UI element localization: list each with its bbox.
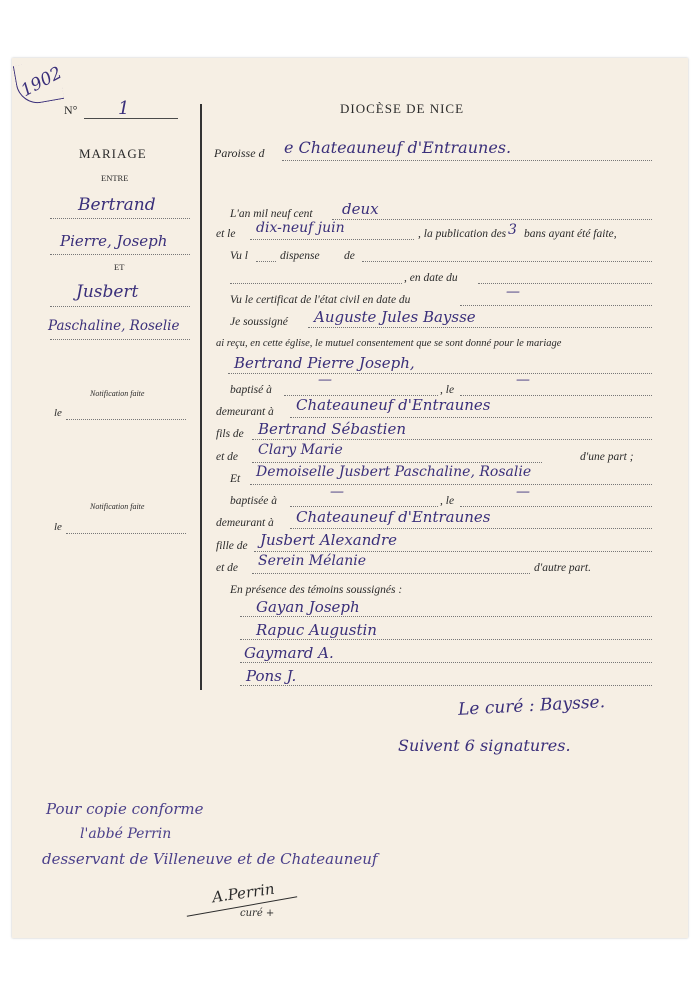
- groom-given-rule: [50, 254, 190, 255]
- copy-note-signature-sub: curé +: [240, 908, 275, 919]
- autre-part-label: d'autre part.: [534, 562, 591, 574]
- groom-residence-rule: [290, 417, 652, 418]
- bride-father: Jusbert Alexandre: [260, 531, 398, 549]
- dispense-rule-c: [230, 283, 402, 284]
- groom-residence-label: demeurant à: [216, 406, 274, 418]
- witness-2: Rapuc Augustin: [256, 621, 377, 639]
- diocese-title: DIOCÈSE DE NICE: [340, 101, 465, 116]
- bride-full-name-rule: [250, 484, 652, 485]
- officiant-name: Auguste Jules Baysse: [314, 308, 476, 326]
- paroisse-value: e Chateauneuf d'Entraunes.: [284, 138, 512, 157]
- une-part-label: d'une part ;: [580, 451, 634, 463]
- year-rule: [332, 219, 652, 220]
- certificate-value: —: [506, 284, 520, 300]
- bride-father-label: fille de: [216, 540, 248, 552]
- bride-given-rule: [50, 339, 190, 340]
- number-rule: [84, 118, 178, 119]
- groom-mother-label: et de: [216, 451, 239, 463]
- column-divider: [200, 104, 202, 690]
- dispense-date-label: , en date du: [404, 272, 458, 284]
- date-value: dix-neuf juin: [256, 220, 345, 236]
- paroisse-rule: [282, 160, 652, 161]
- dispense-label-b: dispense: [280, 250, 320, 262]
- groom-baptism-date: —: [516, 372, 530, 388]
- groom-surname: Bertrand: [78, 195, 156, 215]
- officiant-label: Je soussigné: [230, 316, 288, 328]
- consent-text: ai reçu, en cette église, le mutuel consentement que se sont donné pour le mariage: [216, 338, 562, 349]
- witness-rule-2: [240, 639, 652, 640]
- bride-baptism-label: baptisée à: [230, 495, 277, 507]
- bride-baptism-date: —: [516, 484, 530, 500]
- witness-rule-3: [240, 662, 652, 663]
- witness-3: Gaymard A.: [244, 644, 334, 662]
- dispense-label-a: Vu l: [230, 250, 248, 262]
- signatures-note: Suivent 6 signatures.: [398, 736, 571, 755]
- groom-full-name-rule: [228, 373, 652, 374]
- date-rule: [250, 239, 414, 240]
- copy-note-line-2: l'abbé Perrin: [80, 826, 172, 842]
- copy-note-signature: A.Perrin: [211, 879, 276, 907]
- notification-label-2: Notification faite: [90, 502, 145, 511]
- cure-signature: Le curé : Baysse.: [457, 692, 606, 720]
- bride-residence: Chateauneuf d'Entraunes: [296, 508, 491, 526]
- bride-surname: Jusbert: [76, 282, 139, 302]
- groom-baptism-label: baptisé à: [230, 384, 272, 396]
- groom-baptism-place: —: [318, 372, 332, 388]
- dispense-date-rule: [478, 283, 652, 284]
- groom-full-name: Bertrand Pierre Joseph,: [234, 354, 415, 372]
- witness-1: Gayan Joseph: [256, 598, 360, 616]
- witness-rule-4: [240, 685, 652, 686]
- bride-father-rule: [254, 551, 652, 552]
- number-label: N°: [64, 103, 78, 117]
- dispense-rule-b: [362, 261, 652, 262]
- entre-label: ENTRE: [101, 173, 129, 183]
- year-value: deux: [342, 200, 379, 218]
- number-value: 1: [118, 98, 130, 119]
- witnesses-label: En présence des témoins soussignés :: [230, 584, 403, 596]
- bride-baptism-rule-a: [290, 506, 438, 507]
- bride-baptism-le: , le: [440, 495, 455, 507]
- bride-baptism-rule-b: [460, 506, 652, 507]
- copy-note-line-3: desservant de Villeneuve et de Chateauneuf: [42, 850, 378, 868]
- witness-4: Pons J.: [246, 667, 297, 685]
- year-label: L'an mil neuf cent: [230, 208, 313, 220]
- notification-rule-2: [66, 533, 186, 534]
- groom-residence: Chateauneuf d'Entraunes: [296, 396, 491, 414]
- copy-note-line-1: Pour copie conforme: [46, 800, 204, 818]
- groom-father-label: fils de: [216, 428, 244, 440]
- notification-le-1: le: [54, 407, 62, 419]
- bride-mother-rule: [252, 573, 530, 574]
- date-label: et le: [216, 228, 236, 240]
- bride-given-names: Paschaline, Roselie: [48, 318, 180, 334]
- notification-label-1: Notification faite: [90, 389, 145, 398]
- groom-mother-rule: [252, 462, 542, 463]
- groom-father-rule: [252, 439, 652, 440]
- bride-residence-label: demeurant à: [216, 517, 274, 529]
- notification-le-2: le: [54, 521, 62, 533]
- bride-mother-label: et de: [216, 562, 239, 574]
- certificate-rule: [460, 305, 652, 306]
- bans-label: bans ayant été faite,: [524, 228, 617, 240]
- bans-count: 3: [508, 222, 517, 238]
- bride-full-name: Demoiselle Jusbert Paschaline, Rosalie: [256, 464, 532, 480]
- groom-baptism-le: , le: [440, 384, 455, 396]
- groom-given-names: Pierre, Joseph: [60, 232, 168, 250]
- bride-surname-rule: [50, 306, 190, 307]
- groom-surname-rule: [50, 218, 190, 219]
- mariage-heading: MARIAGE: [79, 146, 147, 161]
- paroisse-label: Paroisse d: [214, 146, 265, 160]
- bride-residence-rule: [290, 528, 652, 529]
- groom-father: Bertrand Sébastien: [258, 420, 407, 438]
- witness-rule-1: [240, 616, 652, 617]
- notification-rule-1: [66, 419, 186, 420]
- dispense-label-c: de: [344, 250, 355, 262]
- bride-mother: Serein Mélanie: [258, 553, 367, 569]
- dispense-rule-a: [256, 261, 276, 262]
- groom-mother: Clary Marie: [258, 442, 343, 458]
- year-annotation: 1902: [17, 63, 66, 101]
- bride-intro-label: Et: [230, 473, 241, 485]
- certificate-label: Vu le certificat de l'état civil en date du: [230, 294, 411, 306]
- publication-label: , la publication des: [418, 228, 507, 240]
- officiant-rule: [308, 327, 652, 328]
- et-label: ET: [114, 262, 125, 272]
- bride-baptism-place: —: [330, 484, 344, 500]
